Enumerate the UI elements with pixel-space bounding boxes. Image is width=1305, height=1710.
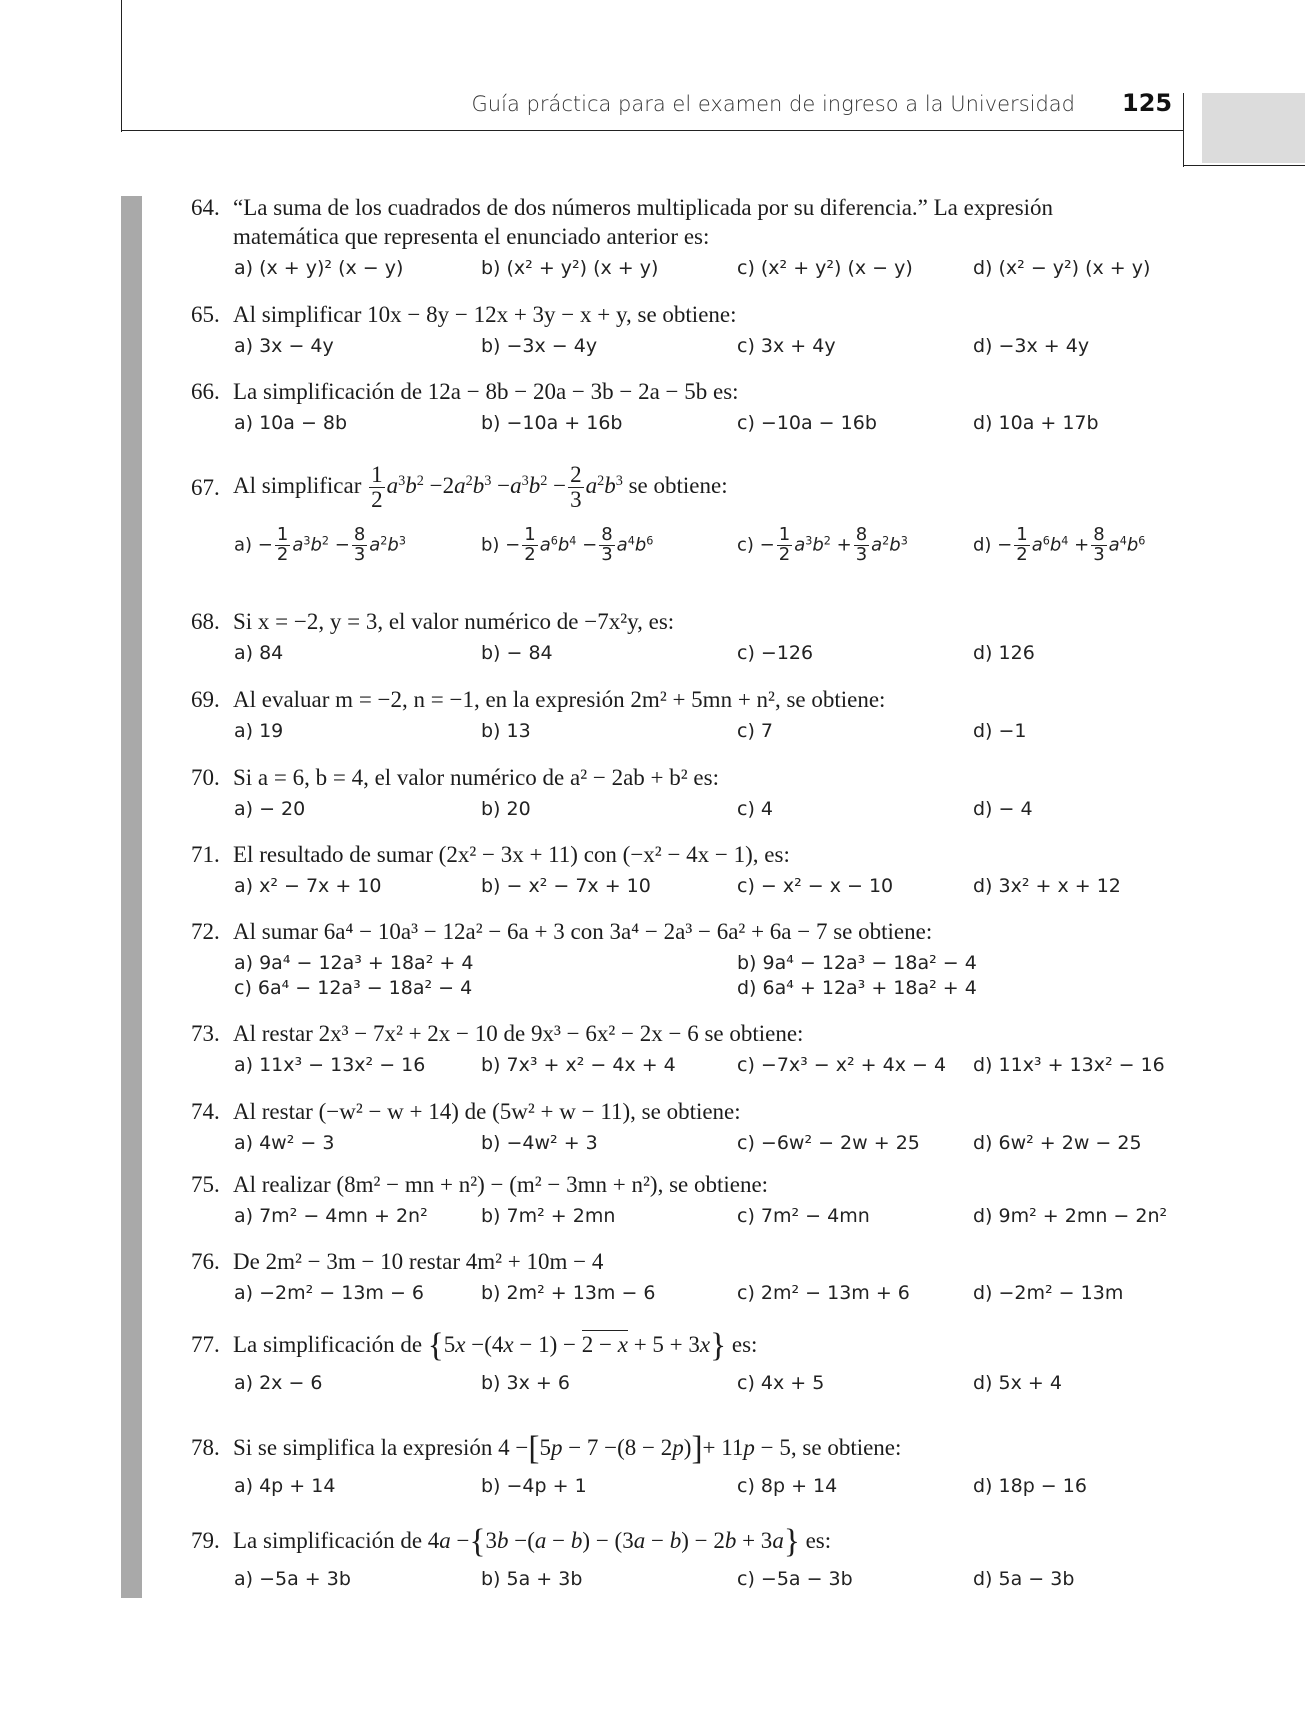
stem-line-1: “La suma de los cuadrados de dos números multiplicada por su diferencia.” La expresión [233,195,1054,220]
stem-line-2: matemática que representa el enunciado anterior es: [233,224,710,249]
question-number: 71. [191,842,220,867]
option-c: c) 7m² − 4mn [737,1205,870,1227]
options-row [191,1282,1191,1312]
header-frame-right-bottom-line [1183,165,1305,166]
option-c: c) 4 [737,798,773,820]
option-a: a) 4p + 14 [234,1475,336,1497]
option-b: b) −10a + 16b [481,412,623,434]
option-b: b) (x² + y²) (x + y) [481,257,659,279]
option-b: b) − x² − 7x + 10 [481,875,651,897]
question-number: 67. [191,475,220,501]
page-number: 125 [1122,89,1173,117]
options-row [191,526,1191,582]
header-frame-right-line [1183,93,1184,167]
question-stem: El resultado de sumar (2x² − 3x + 11) con (−x² − 4x − 1), es: [233,842,790,867]
option-b: b) 7m² + 2mn [481,1205,616,1227]
option-d: d) (x² − y²) (x + y) [973,257,1151,279]
option-c: c) 7 [737,720,773,742]
options-row [191,720,1191,750]
question-number: 76. [191,1249,220,1274]
side-bar [121,196,142,1598]
option-d: d) 126 [973,642,1035,664]
option-a: a) 2x − 6 [234,1372,323,1394]
option-d: d) − $\frac{1}{2}$ $a^6b^4$ + $\frac{8}{3}$ $a^4b^6$ [973,524,1146,566]
option-a: a) − 20 [234,798,306,820]
question-71 [191,840,1191,905]
header-frame-left-line [121,0,122,132]
stem-suffix: , se obtiene: [790,1435,902,1460]
option-a: a) −5a + 3b [234,1568,351,1590]
question-stem: Al evaluar m = −2, n = −1, en la expresión 2m² + 5mn + n², se obtiene: [233,687,886,712]
stem-prefix: La simplificación de [233,1332,423,1357]
question-78 [191,1430,1191,1505]
stem-suffix: es: [805,1528,832,1553]
option-d: d) −2m² − 13m [973,1282,1124,1304]
option-b: b) 2m² + 13m − 6 [481,1282,656,1304]
option-a: a) 84 [234,642,284,664]
option-b: b) 9a⁴ − 12a³ − 18a² − 4 [737,952,977,974]
question-number: 64. [191,195,220,220]
option-a: a) 7m² − 4mn + 2n² [234,1205,428,1227]
option-a: a) 19 [234,720,284,742]
question-number: 77. [191,1332,220,1357]
option-a: a) 3x − 4y [234,335,334,357]
option-a: a) 11x³ − 13x² − 16 [234,1054,426,1076]
option-d: d) −3x + 4y [973,335,1090,357]
option-c: c) 6a⁴ − 12a³ − 18a² − 4 [234,977,473,999]
question-73 [191,1019,1191,1084]
option-b: b) 20 [481,798,531,820]
option-d: d) 11x³ + 13x² − 16 [973,1054,1165,1076]
question-number: 68. [191,609,220,634]
options-row [191,335,1191,365]
option-b: b) −4w² + 3 [481,1132,598,1154]
option-a: a) 4w² − 3 [234,1132,335,1154]
question-77 [191,1327,1191,1402]
question-64 [191,193,1191,287]
stem-suffix: es: [731,1332,758,1357]
question-number: 75. [191,1172,220,1197]
stem-suffix: se obtiene: [628,472,728,498]
question-68 [191,607,1191,672]
option-c: c) 8p + 14 [737,1475,838,1497]
option-c: c) −10a − 16b [737,412,877,434]
option-d: d) 18p − 16 [973,1475,1087,1497]
question-75 [191,1170,1191,1235]
question-number: 78. [191,1435,220,1460]
option-d: d) −1 [973,720,1027,742]
question-stem: Al restar 2x³ − 7x² + 2x − 10 de 9x³ − 6x² − 2x − 6 se obtiene: [233,1021,804,1046]
option-c: c) −7x³ − x² + 4x − 4 [737,1054,947,1076]
question-stem [233,463,1191,512]
question-number: 74. [191,1099,220,1124]
question-stem: De 2m² − 3m − 10 restar 4m² + 10m − 4 [233,1249,604,1274]
options-grid [191,952,1191,1004]
stem-expression: 4 −[5p − 7 −(8 − 2p)]+ 11p − 5 [498,1430,791,1467]
options-row [191,875,1191,905]
stem-expression: 4a −{3b −(a − b) − (3a − b) − 2b + 3a} [427,1523,800,1560]
question-69 [191,685,1191,750]
options-row [191,1372,1191,1402]
options-row [191,1205,1191,1235]
stem-expression: $\frac{1}{2}$ $a^3b^2 -2a^2b^3 -a^3b^2$ − $\frac{2}{3}$ $a^2b^3$ [371,462,623,513]
option-a: a) x² − 7x + 10 [234,875,382,897]
question-number: 66. [191,379,220,404]
option-c: c) 3x + 4y [737,335,836,357]
option-d: d) 10a + 17b [973,412,1099,434]
option-c: c) 4x + 5 [737,1372,825,1394]
options-row [191,1475,1191,1505]
question-74 [191,1097,1191,1162]
question-70 [191,763,1191,828]
question-number: 79. [191,1528,220,1553]
question-stem: Si x = −2, y = 3, el valor numérico de −7x²y, es: [233,609,675,634]
option-d: d) 9m² + 2mn − 2n² [973,1205,1168,1227]
option-b: b) 13 [481,720,531,742]
option-d: d) 6w² + 2w − 25 [973,1132,1142,1154]
options-row [191,798,1191,828]
question-number: 65. [191,302,220,327]
option-d: d) 3x² + x + 12 [973,875,1121,897]
option-a: a) −2m² − 13m − 6 [234,1282,424,1304]
option-a: a) 10a − 8b [234,412,348,434]
option-b: b) − 84 [481,642,553,664]
option-b: b) 3x + 6 [481,1372,570,1394]
option-c: c) (x² + y²) (x − y) [737,257,913,279]
question-number: 69. [191,687,220,712]
question-76 [191,1247,1191,1312]
header-frame-bottom-line [121,130,1184,131]
option-c: c) −5a − 3b [737,1568,853,1590]
option-a: a) (x + y)² (x − y) [234,257,404,279]
question-number: 72. [191,919,220,944]
option-c: c) 2m² − 13m + 6 [737,1282,910,1304]
options-row [191,1132,1191,1162]
option-c: c) −6w² − 2w + 25 [737,1132,920,1154]
options-row [191,1568,1191,1598]
question-stem: Al restar (−w² − w + 14) de (5w² + w − 11), se obtiene: [233,1099,741,1124]
question-67 [191,463,1191,582]
stem-prefix: La simplificación de [233,1528,423,1553]
option-b: b) −4p + 1 [481,1475,587,1497]
stem-prefix: Al simplificar [233,472,362,498]
option-a: a) 9a⁴ − 12a³ + 18a² + 4 [234,952,474,974]
question-stem: Al simplificar 10x − 8y − 12x + 3y − x + y, se obtiene: [233,302,737,327]
question-number: 70. [191,765,220,790]
option-c: c) − $\frac{1}{2}$ $a^3b^2$ + $\frac{8}{3}$ $a^2b^3$ [737,524,908,566]
question-72 [191,917,1191,1004]
question-stem: La simplificación de 12a − 8b − 20a − 3b − 2a − 5b es: [233,379,739,404]
option-d: d) 5x + 4 [973,1372,1062,1394]
option-b: b) − $\frac{1}{2}$ $a^6b^4$ − $\frac{8}{3}$ $a^4b^6$ [481,524,654,566]
option-d: d) − 4 [973,798,1033,820]
question-79 [191,1523,1191,1598]
question-stem [233,1523,1191,1560]
question-stem [233,1327,1191,1364]
option-a: a) − $\frac{1}{2}$ $a^3b^2$ − $\frac{8}{3}$ $a^2b^3$ [234,524,406,566]
option-c: c) − x² − x − 10 [737,875,894,897]
options-row [191,412,1191,442]
question-66 [191,377,1191,442]
page-tab-box [1202,93,1305,163]
running-head: Guía práctica para el examen de ingreso a la Universidad [471,92,1075,116]
question-stem: Al sumar 6a⁴ − 10a³ − 12a² − 6a + 3 con 3a⁴ − 2a³ − 6a² + 6a − 7 se obtiene: [233,919,933,944]
question-number: 73. [191,1021,220,1046]
option-b: b) −3x − 4y [481,335,598,357]
question-stem [233,193,1191,251]
option-b: b) 5a + 3b [481,1568,583,1590]
stem-prefix: Si se simplifica la expresión [233,1435,493,1460]
stem-expression: {5x −(4x − 1) − 2 − x + 5 + 3x} [427,1327,727,1364]
options-row [191,1054,1191,1084]
question-stem [233,1430,1191,1467]
options-row [191,642,1191,672]
option-b: b) 7x³ + x² − 4x + 4 [481,1054,676,1076]
question-65 [191,300,1191,365]
options-row [191,257,1191,287]
question-stem: Al realizar (8m² − mn + n²) − (m² − 3mn + n²), se obtiene: [233,1172,769,1197]
option-c: c) −126 [737,642,814,664]
question-stem: Si a = 6, b = 4, el valor numérico de a² − 2ab + b² es: [233,765,719,790]
option-d: d) 5a − 3b [973,1568,1075,1590]
option-d: d) 6a⁴ + 12a³ + 18a² + 4 [737,977,977,999]
